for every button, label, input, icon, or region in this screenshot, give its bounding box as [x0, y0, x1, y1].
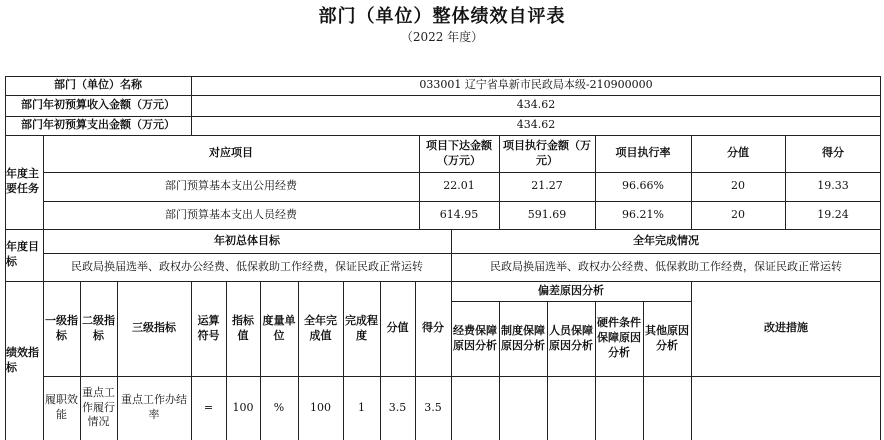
- ind-row-1-target: 100: [232, 400, 254, 414]
- rule: [419, 135, 420, 229]
- col-score: 得分: [822, 146, 844, 160]
- page-subtitle: （2022 年度）: [400, 30, 484, 44]
- col-degree: 完成程度: [345, 313, 378, 342]
- budget-expense-value: 434.62: [516, 118, 556, 132]
- col-item: 对应项目: [209, 146, 253, 160]
- rule: [43, 376, 881, 377]
- rule: [43, 201, 881, 202]
- deviation-header: 偏差原因分析: [538, 283, 604, 297]
- rule: [191, 76, 192, 135]
- rule: [451, 229, 452, 440]
- col-ind-points: 分值: [386, 321, 409, 335]
- rule: [298, 281, 299, 440]
- rule: [43, 172, 881, 173]
- dept-name-label: 部门（单位）名称: [54, 78, 142, 92]
- task-row-2-executed: 591.69: [527, 207, 567, 221]
- page-title: 部门（单位）整体绩效自评表: [318, 6, 566, 27]
- rule: [595, 301, 596, 440]
- initial-goal-text: 民政局换届选举、政权办公经费、低保救助工作经费，保证民政正常运转: [71, 259, 423, 273]
- rule: [499, 301, 500, 440]
- col-system-reason: 制度保障原因分析: [501, 323, 545, 352]
- rule: [380, 281, 381, 440]
- rule: [5, 135, 881, 136]
- completion-text: 民政局换届选举、政权办公经费、低保救助工作经费，保证民政正常运转: [490, 259, 842, 273]
- col-execution-rate: 项目执行率: [615, 146, 671, 160]
- col-executed-amount: 项目执行金额（万元）: [503, 138, 591, 167]
- ind-row-1-actual: 100: [310, 400, 331, 414]
- task-row-2-score: 19.24: [817, 207, 849, 221]
- rule: [191, 281, 192, 440]
- task-row-2-item: 部门预算基本支出人员经费: [165, 207, 297, 221]
- col-issued-amount: 项目下达金额（万元）: [426, 138, 492, 167]
- rule: [226, 281, 227, 440]
- rule: [595, 135, 596, 229]
- rule: [5, 116, 881, 117]
- task-row-2-issued: 614.95: [439, 207, 479, 221]
- task-row-1-score: 19.33: [817, 179, 849, 193]
- task-row-2-points: 20: [731, 207, 745, 221]
- ind-row-1-points: 3.5: [388, 400, 407, 414]
- task-row-2-rate: 96.21%: [622, 207, 664, 221]
- task-row-1-points: 20: [731, 179, 745, 193]
- task-row-1-item: 部门预算基本支出公用经费: [165, 179, 297, 193]
- rule: [343, 281, 344, 440]
- budget-expense-label: 部门年初预算支出金额（万元）: [21, 118, 175, 132]
- rule: [691, 135, 692, 229]
- indicators-label: 绩效指标: [6, 345, 39, 374]
- rule: [499, 135, 500, 229]
- rule: [5, 229, 881, 230]
- rule: [5, 281, 881, 282]
- budget-income-value: 434.62: [516, 98, 556, 112]
- rule: [43, 253, 881, 254]
- improvement-header: 改进措施: [764, 321, 808, 335]
- rule: [5, 76, 881, 77]
- col-operator: 运算符号: [197, 313, 220, 342]
- ind-row-1-level3: 重点工作办结率: [121, 393, 187, 421]
- col-level2: 二级指标: [82, 313, 115, 342]
- ind-row-1-level2: 重点工作履行情况: [82, 385, 115, 429]
- ind-row-1-level1: 履职效能: [45, 393, 78, 421]
- initial-goal-header: 年初总体目标: [214, 233, 280, 247]
- completion-header: 全年完成情况: [633, 233, 699, 247]
- ind-row-1-score: 3.5: [424, 400, 442, 414]
- rule: [5, 76, 6, 440]
- rule: [691, 281, 692, 440]
- rule: [260, 281, 261, 440]
- col-hardware-reason: 硬件条件保障原因分析: [597, 316, 641, 359]
- task-row-1-executed: 21.27: [531, 179, 563, 193]
- rule: [880, 76, 881, 440]
- rule: [43, 135, 44, 440]
- ind-row-1-operator: =: [203, 400, 214, 414]
- col-staff-reason: 人员保障原因分析: [549, 323, 593, 352]
- task-row-1-rate: 96.66%: [622, 179, 664, 193]
- col-level1: 一级指标: [45, 313, 78, 342]
- rule: [5, 95, 881, 96]
- annual-goal-label: 年度目标: [6, 240, 39, 268]
- task-row-1-issued: 22.01: [443, 179, 475, 193]
- rule: [415, 281, 416, 440]
- ind-row-1-degree: 1: [358, 400, 365, 414]
- annual-tasks-label: 年度主要任务: [6, 167, 39, 195]
- col-unit: 度量单位: [262, 313, 296, 342]
- rule: [785, 135, 786, 229]
- rule: [451, 301, 691, 302]
- ind-row-1-unit: %: [273, 400, 285, 414]
- col-ind-score: 得分: [422, 321, 444, 335]
- budget-income-label: 部门年初预算收入金额（万元）: [21, 98, 175, 112]
- rule: [547, 301, 548, 440]
- col-target: 指标值: [232, 313, 254, 342]
- dept-name-value: 033001 辽宁省阜新市民政局本级-210900000: [419, 78, 653, 92]
- col-points: 分值: [727, 146, 749, 160]
- rule: [80, 281, 81, 440]
- rule: [643, 301, 644, 440]
- col-other-reason: 其他原因分析: [645, 323, 689, 352]
- col-actual: 全年完成值: [304, 313, 337, 342]
- col-level3: 三级指标: [132, 321, 176, 335]
- rule: [117, 281, 118, 440]
- col-funding-reason: 经费保障原因分析: [453, 323, 497, 352]
